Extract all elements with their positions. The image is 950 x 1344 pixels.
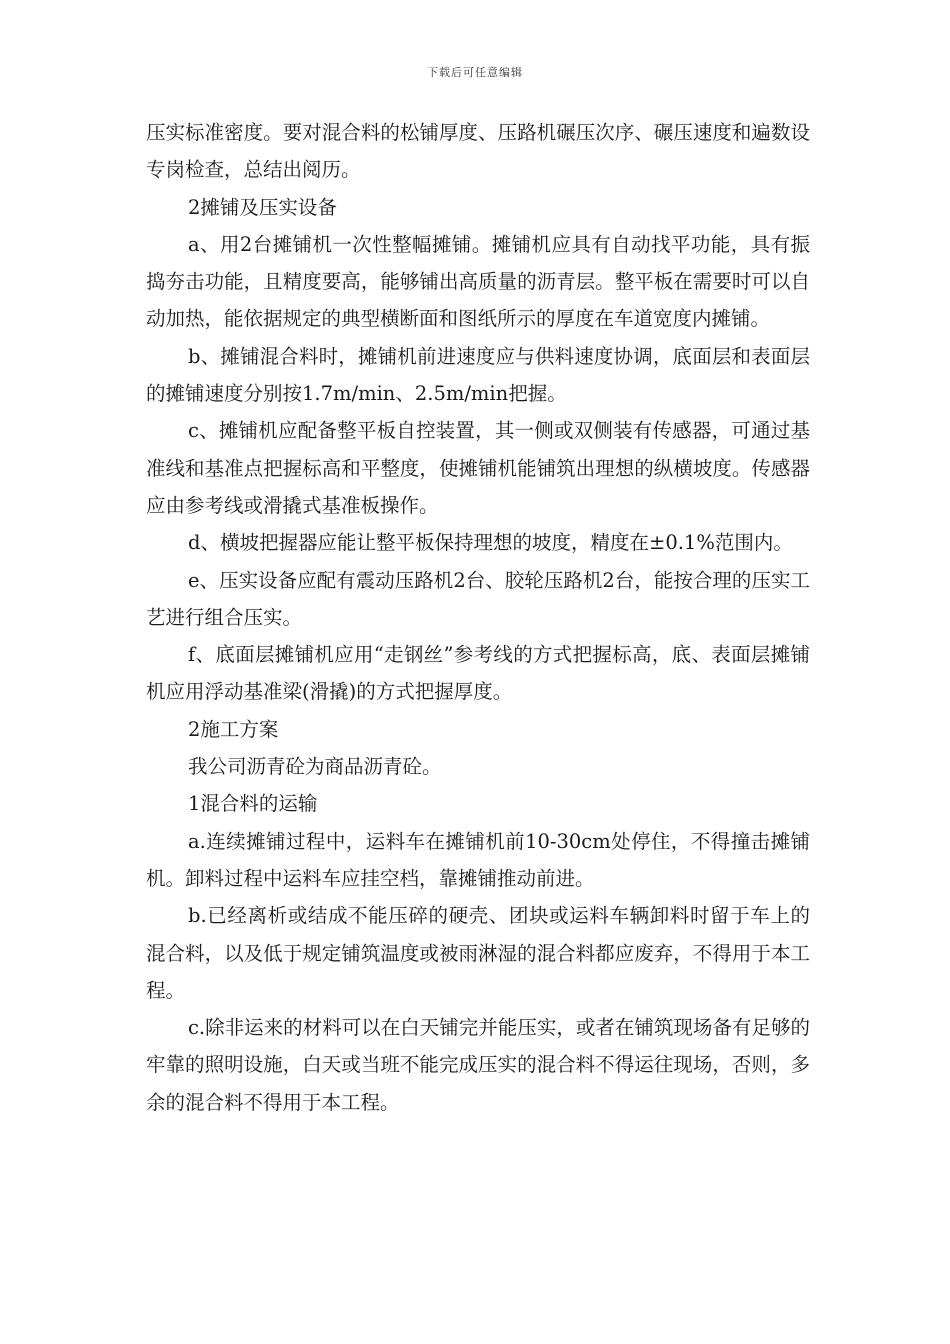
section-heading-plan: 2施工方案 xyxy=(188,717,279,741)
section-heading-equipment: 2摊铺及压实设备 xyxy=(188,195,337,219)
paragraph-e: e、压实设备应配有震动压路机2台、胶轮压路机2台，能按合理的压实工艺进行组合压实。 xyxy=(146,568,810,629)
section-heading-transport: 1混合料的运输 xyxy=(188,792,318,816)
paragraph-c: c、摊铺机应配备整平板自控装置，其一侧或双侧装有传感器，可通过基准线和基准点把握标高和平整度，使摊铺机能铺筑出理想的纵横坡度。传感器应由参考线或滑撬式基准板操作。 xyxy=(146,419,810,517)
paragraph-continuation: 压实标准密度。要对混合料的松铺厚度、压路机碾压次序、碾压速度和遍数设专岗检查，总结出阅历。 xyxy=(146,121,810,182)
document-body xyxy=(146,114,810,1121)
paragraph-company: 我公司沥青砼为商品沥青砼。 xyxy=(188,755,442,779)
paragraph-d: d、横坡把握器应能让整平板保持理想的坡度，精度在±0.1%范围内。 xyxy=(188,531,793,555)
paragraph-transport-b: b.已经离析或结成不能压碎的硬壳、团块或运料车辆卸料时留于车上的混合料，以及低于规定铺筑温度或被雨淋湿的混合料都应废弃，不得用于本工程。 xyxy=(146,904,810,1002)
paragraph-transport-c: c.除非运来的材料可以在白天铺完并能压实，或者在铺筑现场备有足够的牢靠的照明设施，白天或当班不能完成压实的混合料不得运往现场，否则，多余的混合料不得用于本工程。 xyxy=(146,1016,810,1114)
page-header: 下载后可任意编辑 xyxy=(427,66,523,79)
paragraph-transport-a: a.连续摊铺过程中，运料车在摊铺机前10-30cm处停住，不得撞击摊铺机。卸料过程中运料车应挂空档，靠摊铺推动前进。 xyxy=(146,829,810,890)
paragraph-f: f、底面层摊铺机应用“走钢丝”参考线的方式把握标高，底、表面层摊铺机应用浮动基准梁(滑撬)的方式把握厚度。 xyxy=(146,643,810,704)
paragraph-b: b、摊铺混合料时，摊铺机前进速度应与供料速度协调，底面层和表面层的摊铺速度分别按1.7m/min、2.5m/min把握。 xyxy=(146,344,810,406)
paragraph-a: a、用2台摊铺机一次性整幅摊铺。摊铺机应具有自动找平功能，具有振捣夯击功能，且精度要高，能够铺出高质量的沥青层。整平板在需要时可以自动加热，能依据规定的典型横断面和图纸所示的厚度在车道宽度内摊铺。 xyxy=(146,232,810,331)
